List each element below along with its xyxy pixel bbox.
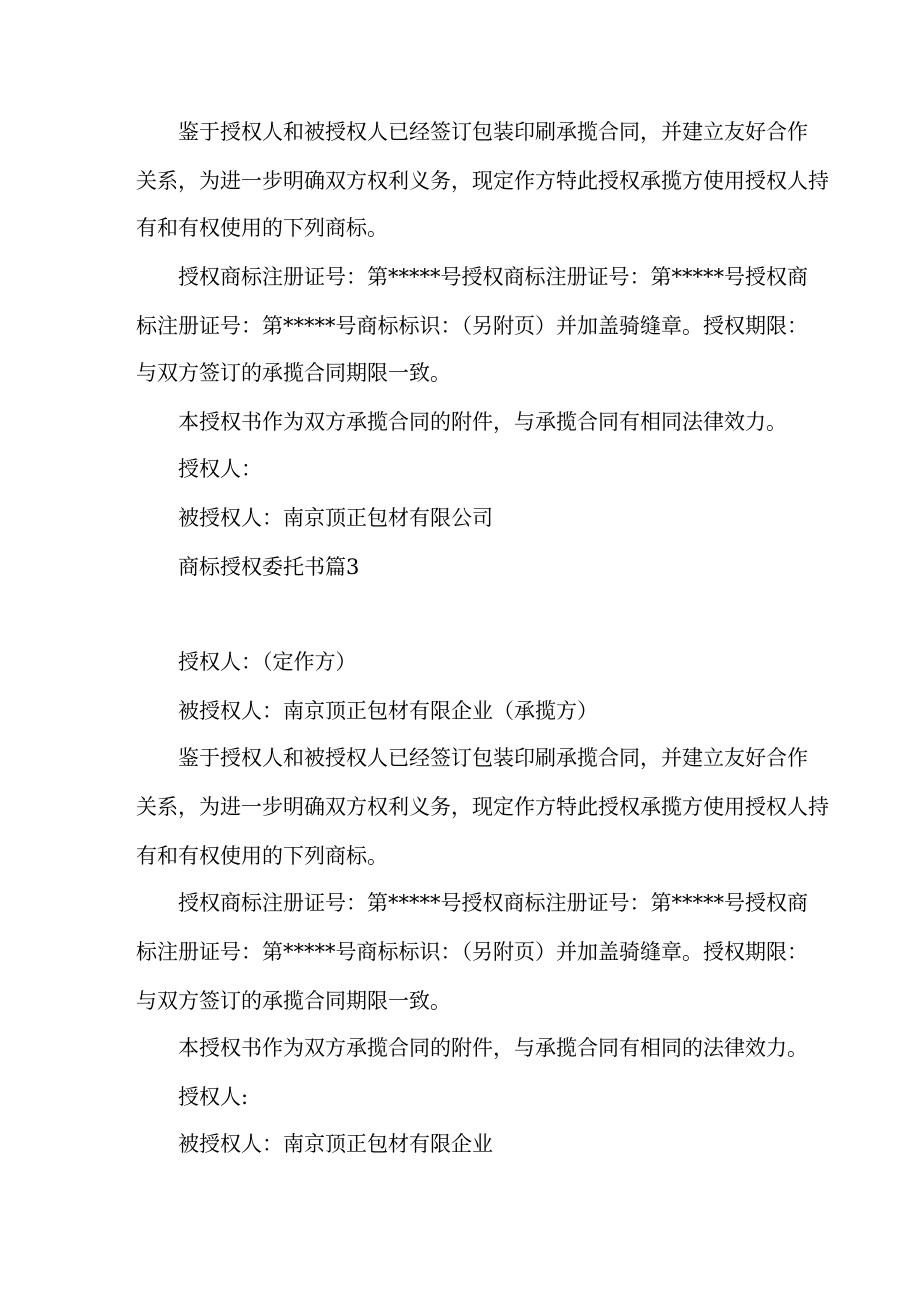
section-title: 商标授权委托书篇3	[178, 555, 360, 579]
s1-para2-line3: 与双方签订的承揽合同期限一致。	[136, 361, 451, 385]
s1-para2-line1: 授权商标注册证号：第*****号授权商标注册证号：第*****号授权商	[178, 265, 808, 289]
s1-para1-line3: 有和有权使用的下列商标。	[136, 216, 388, 240]
s2-para2-line2: 标注册证号：第*****号商标标识：（另附页）并加盖骑缝章。授权期限：	[136, 940, 808, 964]
s1-para3: 本授权书作为双方承揽合同的附件，与承揽合同有相同法律效力。	[178, 410, 787, 434]
s1-para1-line2: 关系，为进一步明确双方权利义务，现定作方特此授权承揽方使用授权人持	[136, 169, 829, 193]
s2-grantee-end: 被授权人：南京顶正包材有限企业	[178, 1132, 493, 1156]
s2-para1-line1: 鉴于授权人和被授权人已经签订包装印刷承揽合同，并建立友好合作	[178, 746, 808, 770]
s1-grantee: 被授权人：南京顶正包材有限公司	[178, 506, 493, 530]
s1-grantor: 授权人：	[178, 457, 262, 481]
s2-grantor: 授权人：（定作方）	[178, 650, 357, 674]
s2-grantee: 被授权人：南京顶正包材有限企业（承揽方）	[178, 699, 598, 723]
s1-para2-line2: 标注册证号：第*****号商标标识：（另附页）并加盖骑缝章。授权期限：	[136, 314, 808, 338]
s2-para1-line2: 关系，为进一步明确双方权利义务，现定作方特此授权承揽方使用授权人持	[136, 795, 829, 819]
s2-para3: 本授权书作为双方承揽合同的附件，与承揽合同有相同的法律效力。	[178, 1036, 808, 1060]
s2-grantor-end: 授权人:	[178, 1085, 249, 1109]
s2-para2-line1: 授权商标注册证号：第*****号授权商标注册证号：第*****号授权商	[178, 891, 808, 915]
s2-para2-line3: 与双方签订的承揽合同期限一致。	[136, 989, 451, 1013]
s1-para1-line1: 鉴于授权人和被授权人已经签订包装印刷承揽合同，并建立友好合作	[178, 120, 808, 144]
s2-para1-line3: 有和有权使用的下列商标。	[136, 844, 388, 868]
